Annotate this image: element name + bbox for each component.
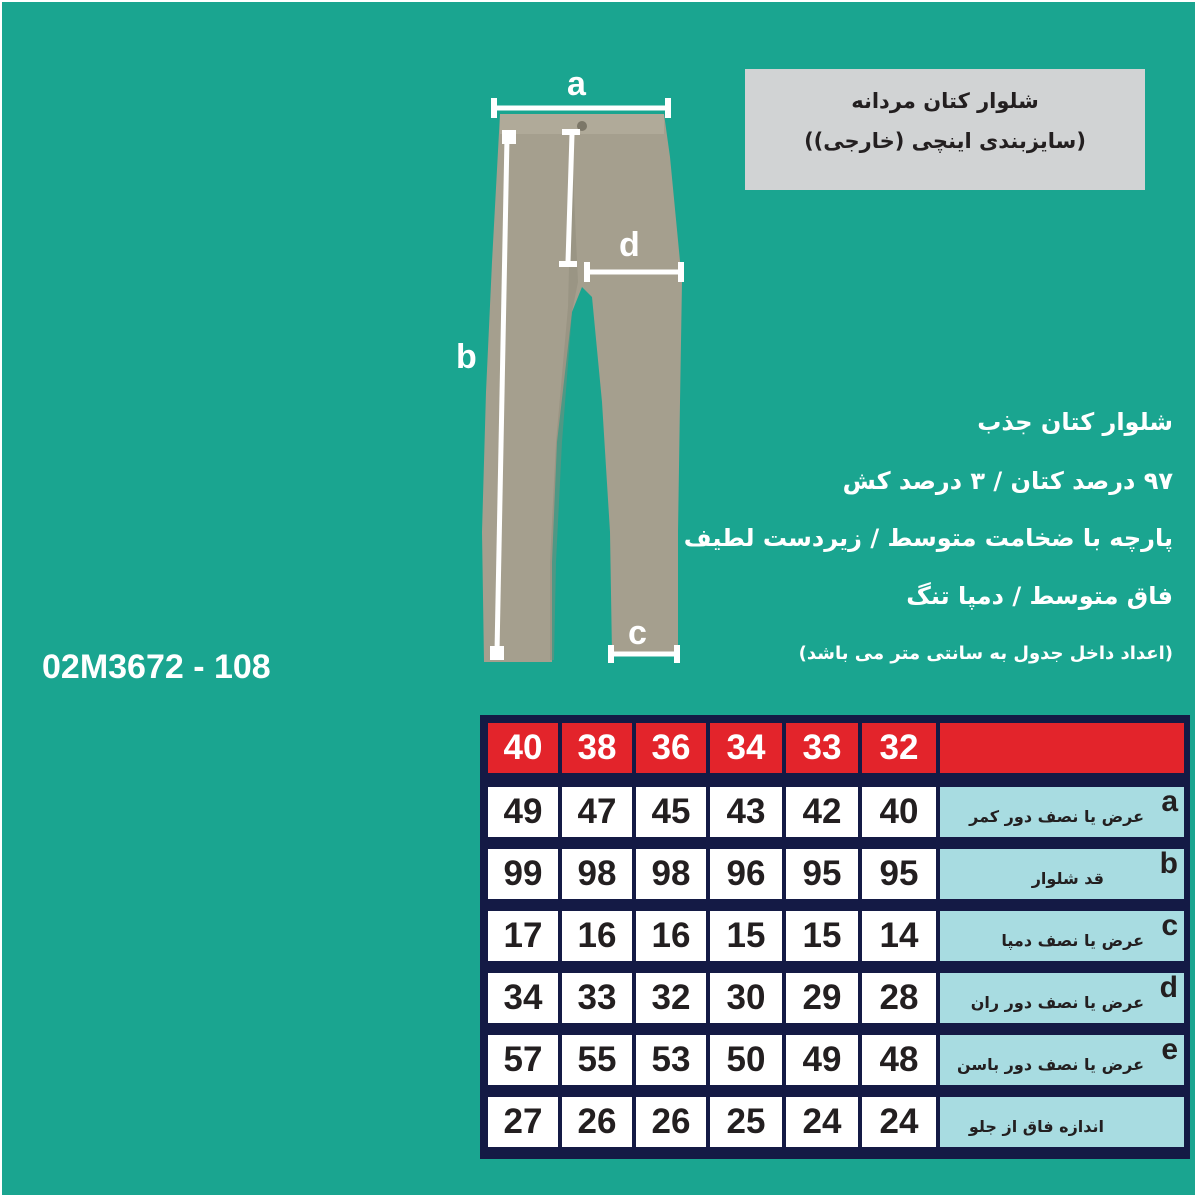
table-cell: 96 [710,849,782,899]
table-cell: 26 [636,1097,706,1147]
table-cell: 50 [710,1035,782,1085]
row-label: قد شلوار [1031,869,1104,888]
row-label: عرض یا نصف دمپا [1001,931,1144,950]
desc-line-4: فاق متوسط / دمپا تنگ [906,582,1173,610]
table-cell: 16 [562,911,632,961]
row-label-cell [940,787,1184,837]
row-label-cell [940,973,1184,1023]
row-label-cell [940,1035,1184,1085]
table-cell: 24 [862,1097,936,1147]
product-title-box [745,69,1145,190]
table-cell: 24 [786,1097,858,1147]
table-cell: 15 [710,911,782,961]
size-header-cell: 33 [786,723,858,773]
dim-label-a: a [567,65,586,103]
table-cell: 33 [562,973,632,1023]
table-cell: 32 [636,973,706,1023]
row-label-cell [940,1097,1184,1147]
row-letter: e [1161,1033,1178,1066]
row-letter: b [1159,847,1178,880]
table-cell: 40 [862,787,936,837]
table-cell: 49 [488,787,558,837]
dim-label-b: b [456,338,477,376]
table-cell: 30 [710,973,782,1023]
dim-label-d: d [619,226,640,264]
table-cell: 28 [862,973,936,1023]
size-chart-canvas [2,2,1195,1195]
table-cell: 17 [488,911,558,961]
pants-shape [482,114,682,662]
table-cell: 16 [636,911,706,961]
row-label: عرض یا نصف دور ران [970,993,1144,1012]
row-label-cell [940,849,1184,899]
table-cell: 53 [636,1035,706,1085]
table-cell: 25 [710,1097,782,1147]
table-cell: 15 [786,911,858,961]
table-cell: 45 [636,787,706,837]
table-cell: 42 [786,787,858,837]
table-cell: 26 [562,1097,632,1147]
row-label: عرض یا نصف دور باسن [956,1055,1144,1074]
product-code: 02M3672 - 108 [42,648,271,686]
table-cell: 95 [862,849,936,899]
table-cell: 95 [786,849,858,899]
product-title: شلوار کتان مردانه [851,89,1039,113]
product-subtitle: (سایزبندی اینچی (خارجی)) [804,129,1086,153]
dim-label-c: c [628,614,647,652]
desc-line-1: شلوار کتان جذب [977,408,1173,436]
table-cell: 98 [636,849,706,899]
size-header-cell: 36 [636,723,706,773]
size-header-cell: 34 [710,723,782,773]
table-cell: 55 [562,1035,632,1085]
row-letter: a [1161,785,1178,818]
table-cell: 27 [488,1097,558,1147]
size-header-blank [940,723,1184,773]
desc-line-2: ۹۷ درصد کتان / ۳ درصد کش [842,467,1173,495]
row-letter: c [1161,909,1178,942]
table-cell: 29 [786,973,858,1023]
table-cell: 49 [786,1035,858,1085]
row-label: عرض یا نصف دور کمر [969,807,1144,826]
desc-line-3: پارچه با ضخامت متوسط / زیردست لطیف [683,524,1173,552]
table-cell: 99 [488,849,558,899]
table-cell: 57 [488,1035,558,1085]
size-header-cell: 32 [862,723,936,773]
measurement-note: (اعداد داخل جدول به سانتی متر می باشد) [798,643,1173,664]
table-cell: 48 [862,1035,936,1085]
row-label: اندازه فاق از جلو [968,1117,1104,1136]
table-cell: 43 [710,787,782,837]
pants-illustration [442,62,702,682]
table-cell: 34 [488,973,558,1023]
size-table [480,715,1190,1159]
size-header-cell: 38 [562,723,632,773]
table-cell: 47 [562,787,632,837]
table-cell: 98 [562,849,632,899]
size-header-cell: 40 [488,723,558,773]
table-cell: 14 [862,911,936,961]
row-letter: d [1159,971,1178,1004]
row-label-cell [940,911,1184,961]
